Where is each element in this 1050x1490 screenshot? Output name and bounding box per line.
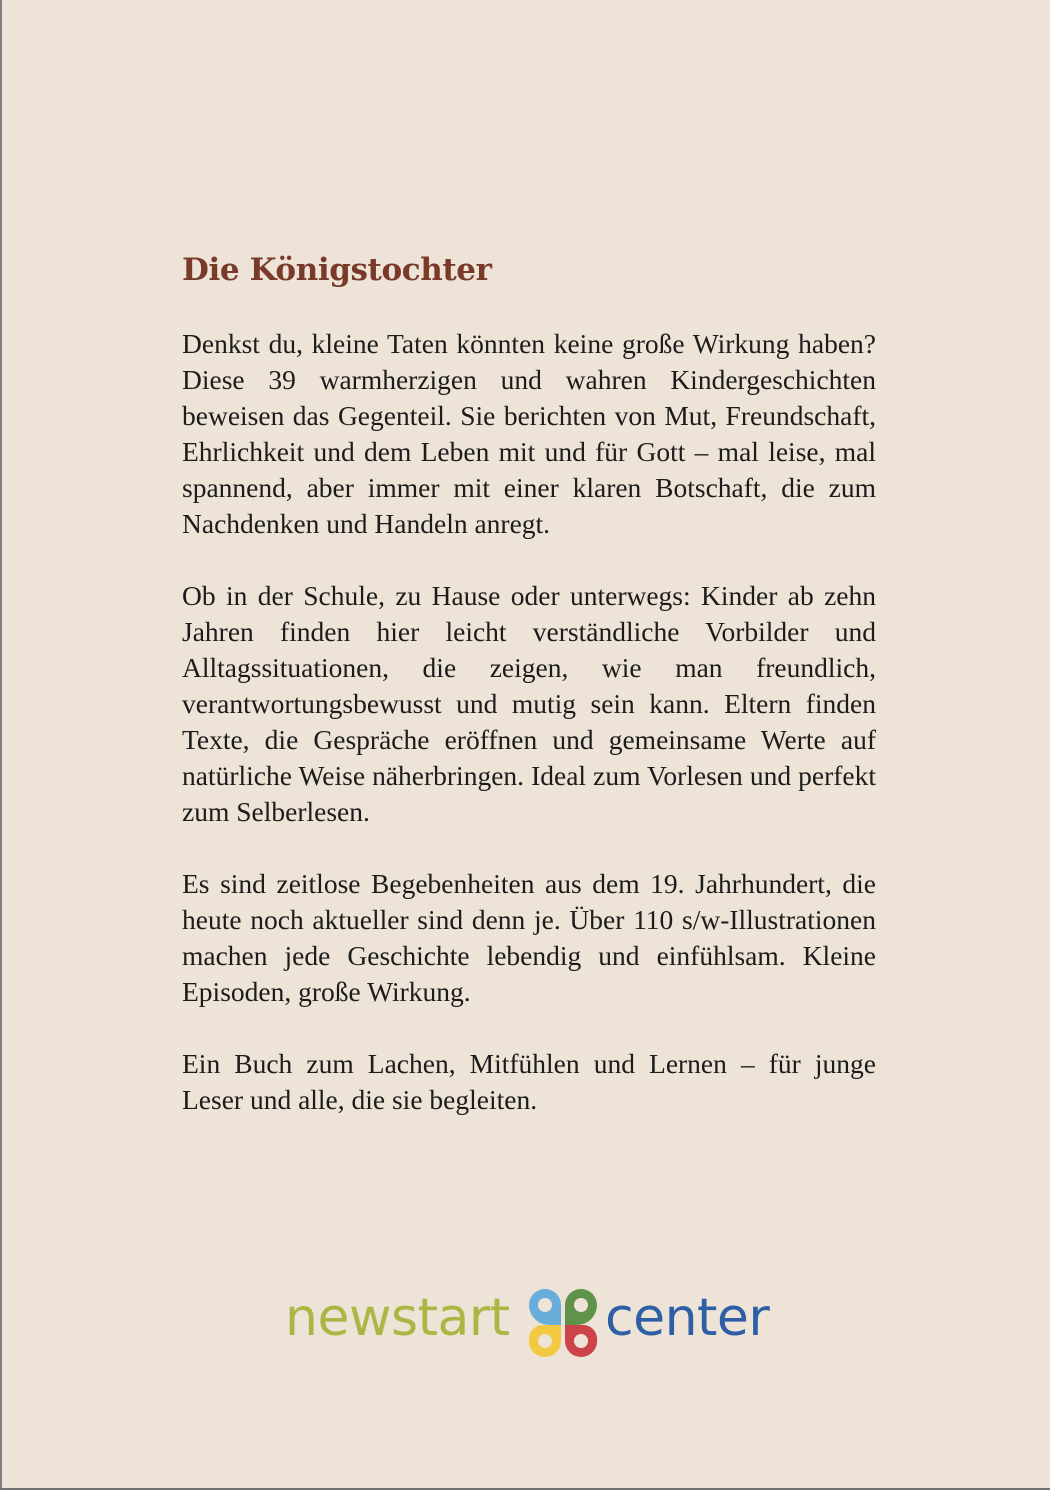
paragraph-4: Ein Buch zum Lachen, Mitfühlen und Lernen – für junge Leser und alle, die sie begleiten. bbox=[182, 1048, 876, 1115]
text-block bbox=[182, 250, 876, 1154]
paragraph-1: Denkst du, kleine Taten könnten keine große Wirkung haben? Diese 39 warmherzigen und wahren Kindergeschichten beweisen das Gegenteil. Sie berichten von Mut, Freundschaft, Ehrlichkeit und dem Leben mit und für Gott – mal leise, mal spannend, aber immer mit einer klaren Botschaft, die zum Nachdenken und Handeln anregt. bbox=[182, 328, 876, 539]
publisher-logo bbox=[285, 1285, 775, 1361]
four-petal-flower-icon bbox=[527, 1287, 599, 1359]
logo-text-center: center bbox=[605, 1288, 770, 1348]
paragraph-2: Ob in der Schule, zu Hause oder unterwegs: Kinder ab zehn Jahren finden hier leicht verständliche Vorbilder und Alltagssituationen, die zeigen, wie man freundlich, verantwortungsbewusst und mutig sein kann. Eltern finden Texte, die Gespräche eröffnen und gemeinsame Werte auf natürliche Weise näherbringen. Ideal zum Vorlesen und perfekt zum Selberlesen. bbox=[182, 580, 876, 827]
book-title: Die Königstochter bbox=[182, 252, 492, 288]
logo-text-newstart: newstart bbox=[285, 1288, 510, 1348]
paragraph-3: Es sind zeitlose Begebenheiten aus dem 19. Jahrhundert, die heute noch aktueller sind denn je. Über 110 s/w-Illustrationen machen jede Geschichte lebendig und einfühlsam. Kleine Episoden, große Wirkung. bbox=[182, 868, 876, 1007]
